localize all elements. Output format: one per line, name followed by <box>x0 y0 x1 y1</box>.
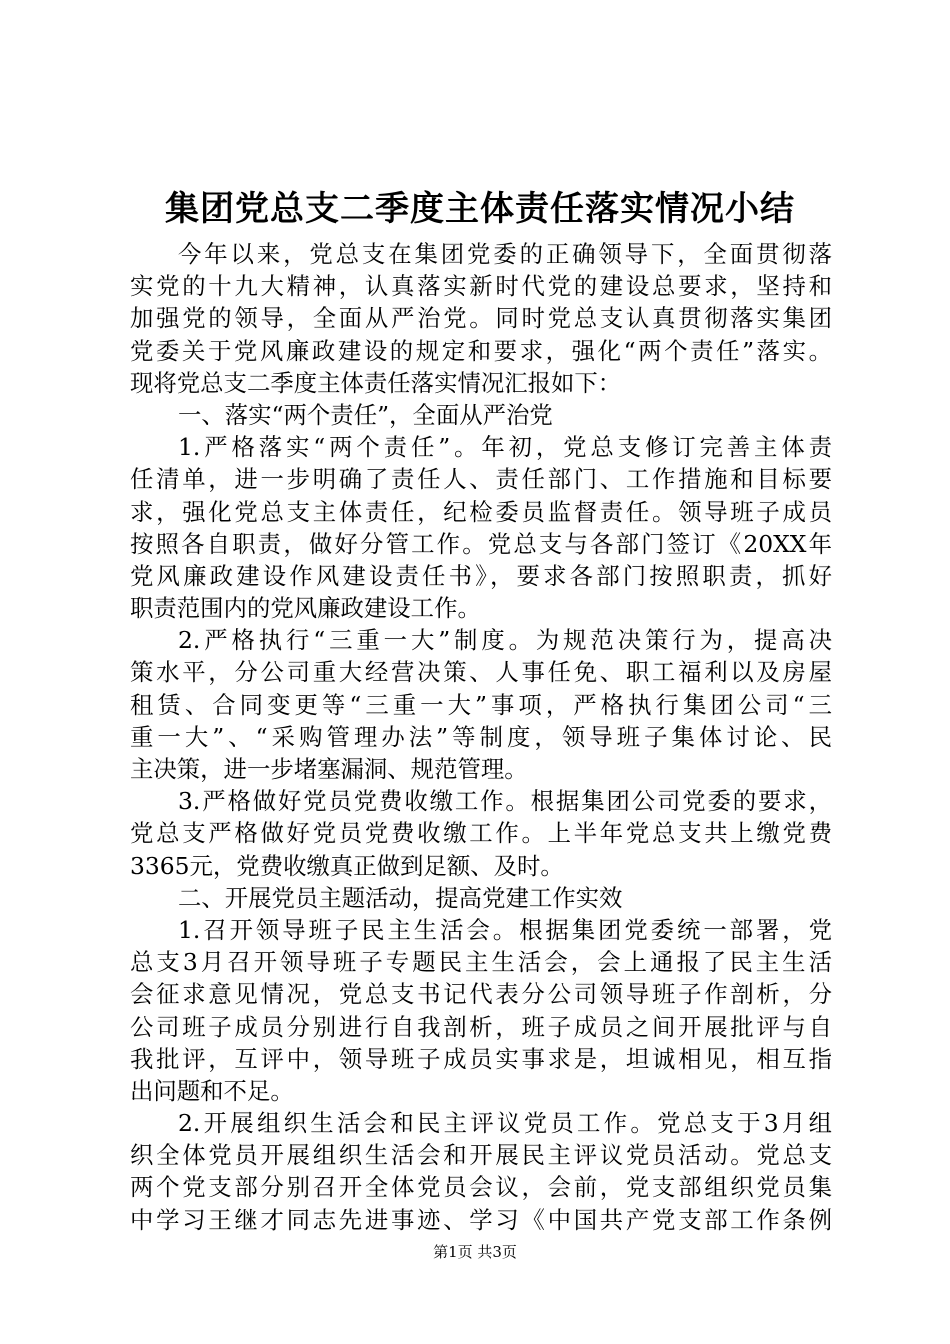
document-text-line: 出问题和不足。 <box>130 1076 294 1105</box>
document-text-line: 求，强化党总支主体责任，纪检委员监督责任。领导班子成员 <box>130 497 832 526</box>
document-text-line: 中学习王继才同志先进事迹、学习《中国共产党支部工作条例 <box>130 1205 832 1234</box>
document-text-line: 职责范围内的党风廉政建设工作。 <box>130 594 481 623</box>
document-text-line: 公司班子成员分别进行自我剖析，班子成员之间开展批评与自 <box>130 1012 832 1041</box>
document-text-line: 任清单，进一步明确了责任人、责任部门、工作措施和目标要 <box>130 465 832 494</box>
document-text-line: 按照各自职责，做好分管工作。党总支与各部门签订《20XX年 <box>130 529 832 558</box>
document-title: 集团党总支二季度主体责任落实情况小结 <box>165 189 795 229</box>
document-text-line: 两个党支部分别召开全体党员会议，会前，党支部组织党员集 <box>130 1173 832 1202</box>
document-text-line: 织全体党员开展组织生活会和开展民主评议党员活动。党总支 <box>130 1141 832 1170</box>
document-text-line: 现将党总支二季度主体责任落实情况汇报如下： <box>130 368 622 397</box>
document-text-line: 加强党的领导，全面从严治党。同时党总支认真贯彻落实集团 <box>130 304 832 333</box>
document-text-line: 党委关于党风廉政建设的规定和要求，强化“两个责任”落实。 <box>130 336 832 365</box>
document-text-line: 党总支严格做好党员党费收缴工作。上半年党总支共上缴党费 <box>130 819 832 848</box>
document-text-line: 2.开展组织生活会和民主评议党员工作。党总支于3月组 <box>178 1109 832 1138</box>
document-text-line: 3.严格做好党员党费收缴工作。根据集团公司党委的要求， <box>178 787 832 816</box>
document-text-line: 党风廉政建设作风建设责任书》，要求各部门按照职责，抓好 <box>130 561 832 590</box>
document-text-line: 总支3月召开领导班子专题民主生活会，会上通报了民主生活 <box>130 948 832 977</box>
document-body <box>130 238 832 1236</box>
document-text-line: 策水平，分公司重大经营决策、人事任免、职工福利以及房屋 <box>130 658 832 687</box>
document-text-line: 1.严格落实“两个责任”。年初，党总支修订完善主体责 <box>178 433 832 462</box>
document-text-line: 今年以来，党总支在集团党委的正确领导下，全面贯彻落 <box>178 240 832 268</box>
document-text-line: 主决策，进一步堵塞漏洞、规范管理。 <box>130 755 528 783</box>
document-text-line: 1.召开领导班子民主生活会。根据集团党委统一部署，党 <box>178 915 832 944</box>
document-text-line: 二、开展党员主题活动，提高党建工作实效 <box>178 883 623 912</box>
document-text-line: 重一大”、“采购管理办法”等制度，领导班子集体讨论、民 <box>130 722 832 751</box>
document-text-line: 实党的十九大精神，认真落实新时代党的建设总要求，坚持和 <box>130 272 832 301</box>
document-text-line: 2.严格执行“三重一大”制度。为规范决策行为，提高决 <box>178 626 832 655</box>
document-text-line: 一、落实“两个责任”，全面从严治党 <box>178 400 553 429</box>
document-text-line: 租赁、合同变更等“三重一大”事项，严格执行集团公司“三 <box>130 690 832 719</box>
document-text-line: 我批评，互评中，领导班子成员实事求是，坦诚相见，相互指 <box>130 1044 832 1073</box>
document-text-line: 会征求意见情况，党总支书记代表分公司领导班子作剖析，分 <box>130 980 832 1009</box>
document-text-line: 3365元，党费收缴真正做到足额、及时。 <box>130 851 564 880</box>
page-footer: 第1页 共3页 <box>433 1243 517 1261</box>
